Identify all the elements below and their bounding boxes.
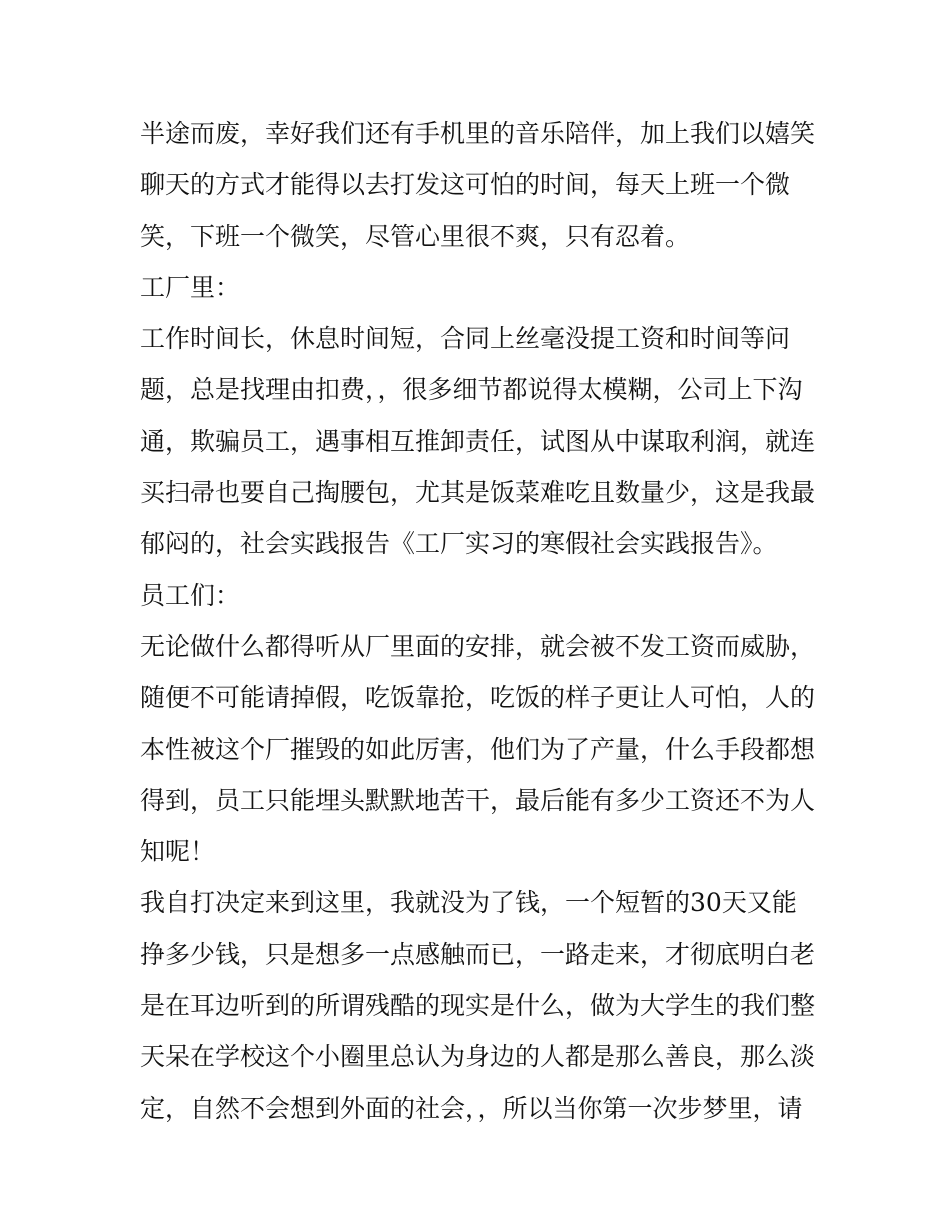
document-body [140, 108, 820, 1134]
text-line: 工作时间长，休息时间短，合同上丝毫没提工资和时间等问 [140, 324, 791, 354]
section-heading-factory: 工厂里： [140, 272, 241, 302]
text-line: 通，欺骗员工，遇事相互推卸责任，试图从中谋取利润，就连 [140, 426, 816, 456]
section-heading-employees: 员工们： [140, 580, 241, 610]
text-line: 本性被这个厂摧毁的如此厉害，他们为了产量，什么手段都想 [140, 734, 816, 764]
text-line: 买扫帚也要自己掏腰包，尤其是饭菜难吃且数量少，这是我最 [140, 478, 816, 508]
text-line: 聊天的方式才能得以去打发这可怕的时间，每天上班一个微 [140, 170, 791, 200]
text-line: 题，总是找理由扣费，，很多细节都说得太模糊，公司上下沟 [140, 375, 803, 405]
text-line: 郁闷的，社会实践报告《工厂实习的寒假社会实践报告》。 [140, 529, 778, 559]
text-line: 我自打决定来到这里，我就没为了钱，一个短暂的30天又能 [140, 888, 797, 918]
text-line: 随便不可能请掉假，吃饭靠抢，吃饭的样子更让人可怕，人的 [140, 683, 816, 713]
text-line: 半途而废，幸好我们还有手机里的音乐陪伴，加上我们以嬉笑 [140, 119, 816, 148]
text-line: 天呆在学校这个小圈里总认为身边的人都是那么善良，那么淡 [140, 1042, 816, 1072]
text-line: 知呢！ [140, 837, 216, 867]
text-line: 笑，下班一个微笑，尽管心里很不爽，只有忍着。 [140, 221, 691, 251]
text-line: 是在耳边听到的所谓残酷的现实是什么，做为大学生的我们整 [140, 991, 816, 1021]
text-line: 无论做什么都得听从厂里面的安排，就会被不发工资而威胁， [140, 631, 816, 661]
text-line: 挣多少钱，只是想多一点感触而已，一路走来，才彻底明白老 [140, 939, 816, 969]
text-line: 定，自然不会想到外面的社会，，所以当你第一次步梦里，请 [140, 1093, 803, 1123]
text-line: 得到，员工只能埋头默默地苦干，最后能有多少工资还不为人 [140, 785, 816, 815]
